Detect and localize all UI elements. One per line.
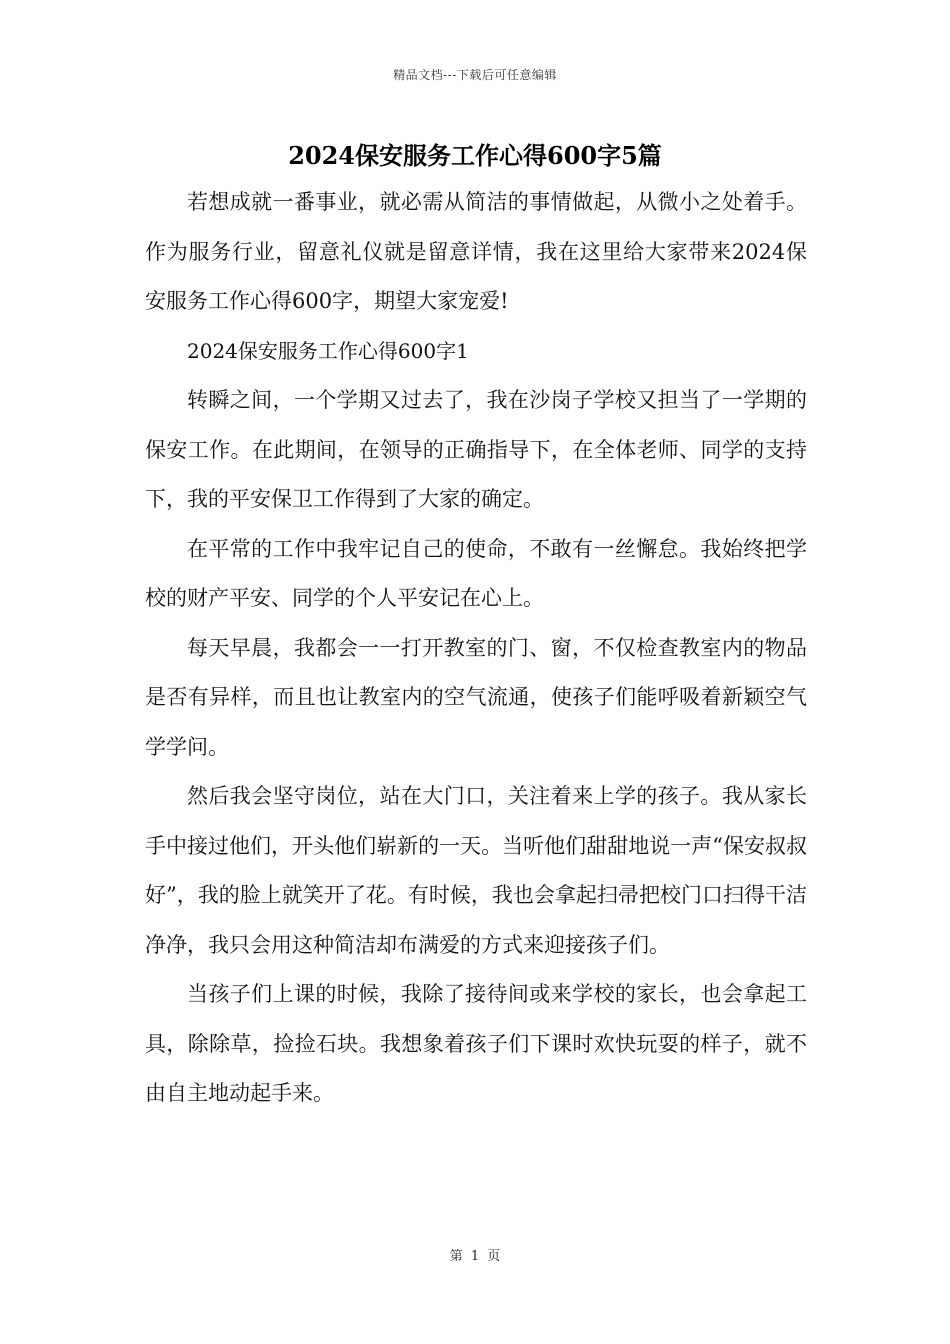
document-title: 2024保安服务工作心得600字5篇 (288, 141, 662, 170)
document-body (145, 178, 807, 1119)
body-paragraph: 当孩子们上课的时候，我除了接待间或来学校的家长，也会拿起工具，除除草，捡捡石块。我想象着孩子们下课时欢快玩耍的样子，就不由自主地动起手来。 (145, 982, 807, 1105)
body-paragraph: 转瞬之间，一个学期又过去了，我在沙岗子学校又担当了一学期的保安工作。在此期间，在领导的正确指导下，在全体老师、同学的支持下，我的平安保卫工作得到了大家的确定。 (145, 388, 807, 511)
body-paragraph: 在平常的工作中我牢记自己的使命，不敢有一丝懈怠。我始终把学校的财产平安、同学的个人平安记在心上。 (145, 536, 807, 610)
body-paragraph: 每天早晨，我都会一一打开教室的门、窗，不仅检查教室内的物品是否有异样，而且也让教室内的空气流通，使孩子们能呼吸着新颖空气学学问。 (145, 635, 807, 759)
body-paragraph: 然后我会坚守岗位，站在大门口，关注着来上学的孩子。我从家长手中接过他们，开头他们崭新的一天。当听他们甜甜地说一声“保安叔叔好”，我的脸上就笑开了花。有时候，我也会拿起扫帚把校门口扫得干洁净净，我只会用这种简洁却布满爱的方式来迎接孩子们。 (145, 784, 807, 957)
section-heading: 2024保安服务工作心得600字1 (187, 338, 469, 363)
intro-paragraph: 若想成就一番事业，就必需从简洁的事情做起，从微小之处着手。作为服务行业，留意礼仪就是留意详情，我在这里给大家带来2024保安服务工作心得600字，期望大家宠爱! (145, 190, 807, 313)
page-number: 第 1 页 (449, 1249, 501, 1264)
page-header: 精品文档---下载后可任意编辑 (393, 68, 557, 82)
